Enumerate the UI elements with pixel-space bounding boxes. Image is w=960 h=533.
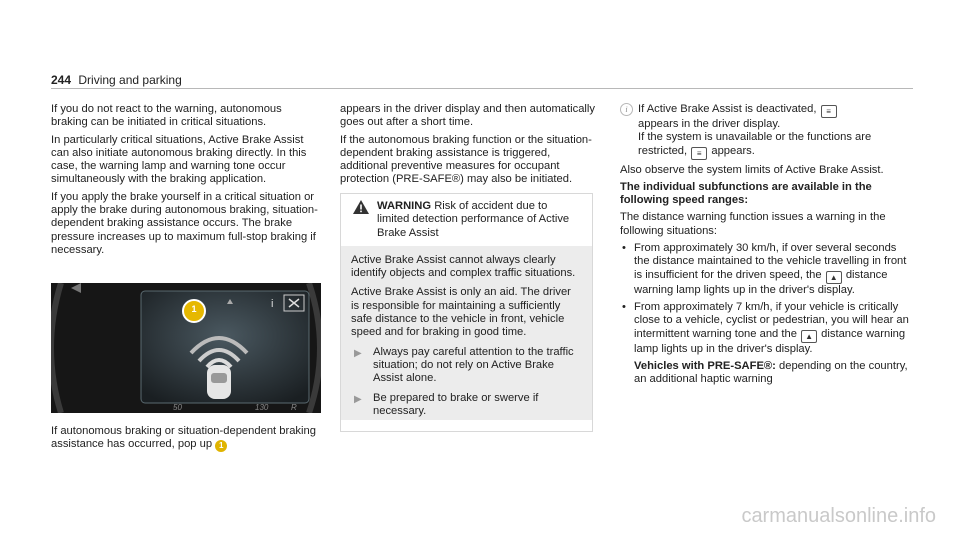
paragraph: If you apply the brake yourself in a critical situation or apply the brake during autonomous braking, situation-dependent braking assistance occurs. The brake pressure increases up to maximum full-stop braking if necessary. [51, 190, 318, 256]
warning-box [340, 193, 593, 432]
warning-body [341, 246, 592, 420]
brake-assist-restricted-icon: ≡ [691, 147, 707, 160]
callout-badge: 1 [215, 440, 227, 452]
caption-text: If autonomous braking or situation-dependent braking assistance has occurred, pop up [51, 425, 316, 451]
action-text: Always pay careful attention to the traffic situation; do not rely on Active Brake Assist alone. [373, 345, 574, 385]
list-text: From approximately 7 km/h, if your vehicle is critically close to a vehicle, cyclist or pedestrian, you will hear an intermittent warning tone and the [634, 300, 909, 340]
list-text: distance warning lamp lights up in the driver's display. [634, 327, 906, 355]
action-text: Be prepared to brake or swerve if necessary. [373, 391, 539, 417]
list-item [620, 301, 912, 356]
paragraph: If the autonomous braking function or the situation-dependent braking assistance is triggered, additional preventive measures for occupant protection (PRE-SAFE®) may also be initiated. [340, 133, 592, 186]
warning-header [341, 194, 592, 246]
display-graphic [51, 283, 321, 413]
vehicle-note-label: Vehicles with PRE-SAFE®: [634, 359, 776, 372]
watermark: carmanualsonline.info [741, 505, 936, 527]
info-text: appears. [711, 144, 755, 157]
subheading: The individual subfunctions are available in the following speed ranges: [620, 180, 872, 207]
action-item [351, 346, 582, 386]
arrow-icon: ▶ [354, 347, 362, 359]
paragraph: appears in the driver display and then automatically goes out after a short time. [340, 103, 595, 129]
illustration-caption [51, 425, 321, 452]
gear-label: R [291, 403, 297, 412]
list-text: From approximately 30 km/h, if over several seconds the distance maintained to the vehicle travelling in front is insufficient for the driven speed, the [634, 242, 907, 281]
speed-label: 130 [255, 403, 269, 412]
arrow-icon: ▶ [354, 393, 362, 405]
list-item [620, 242, 912, 297]
info-text: appears in the driver display. [638, 118, 781, 130]
action-item [351, 392, 582, 419]
warning-label: WARNING [377, 200, 432, 212]
warning-triangle-icon [353, 200, 369, 214]
column-right [620, 103, 912, 390]
column-middle [340, 103, 598, 191]
speed-label: 50 [173, 403, 182, 412]
paragraph: If you do not react to the warning, autonomous braking can be initiated in critical situations. [51, 103, 282, 129]
info-icon: i [620, 103, 633, 116]
info-text: If the system is unavailable or the functions are restricted, [638, 131, 872, 157]
driver-display-illustration [51, 283, 321, 413]
paragraph: Also observe the system limits of Active Brake Assist. [620, 163, 884, 176]
info-text: If Active Brake Assist is deactivated, [638, 103, 817, 115]
page-number: 244 [51, 73, 72, 87]
distance-warning-icon: ▲ [801, 330, 817, 343]
callout-badge: 1 [191, 304, 197, 314]
bullet-icon: • [622, 300, 626, 313]
svg-text:i: i [271, 298, 274, 310]
paragraph: Active Brake Assist cannot always clearly identify objects and complex traffic situations. [351, 253, 576, 280]
bullet-icon: • [622, 242, 626, 255]
header-divider [51, 88, 913, 89]
page-header [51, 73, 182, 87]
vehicle-note-text: depending on the country, an additional haptic warning [634, 359, 908, 386]
paragraph: The distance warning function issues a warning in the following situations: [620, 211, 886, 237]
paragraph: Active Brake Assist is only an aid. The driver is responsible for maintaining a sufficiently safe distance to the vehicle in front, vehicle speed and for braking in good time. [351, 286, 571, 339]
paragraph: In particularly critical situations, Active Brake Assist can also initiate autonomous braking directly. In this case, the warning lamp and warning tone occur simultaneously with the braking application. [51, 133, 307, 186]
warning-headline: Risk of accident due to limited detection performance of Active Brake Assist [377, 200, 570, 239]
list-text: distance warning lamp lights up in the driver's display. [634, 268, 888, 296]
column-left [51, 103, 319, 261]
distance-warning-icon: ▲ [826, 271, 842, 284]
vehicle-note [620, 360, 912, 387]
section-title: Driving and parking [78, 73, 182, 87]
info-note [620, 103, 912, 160]
brake-assist-off-icon: ≡ [821, 105, 837, 118]
